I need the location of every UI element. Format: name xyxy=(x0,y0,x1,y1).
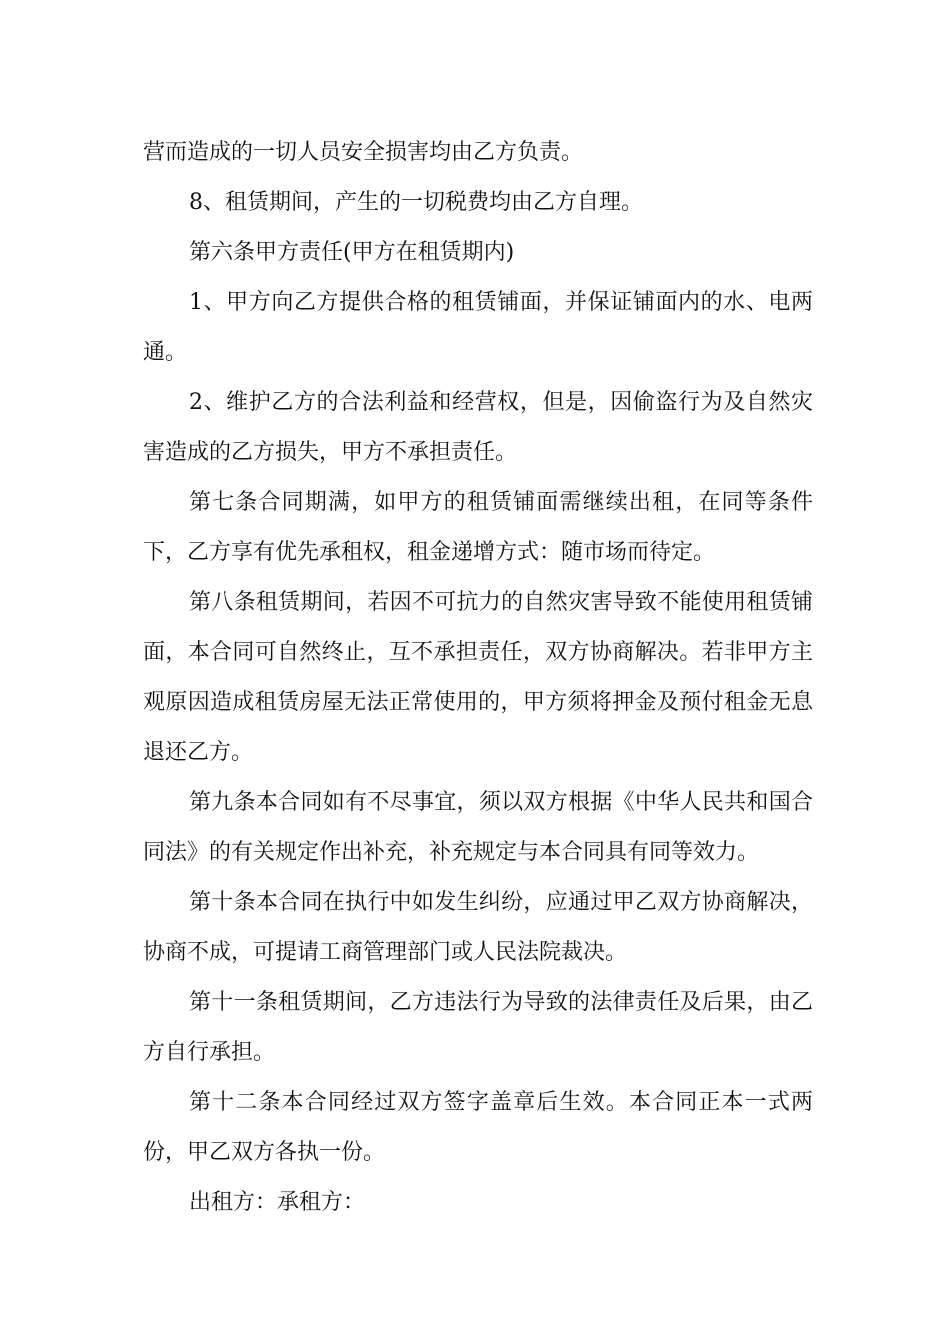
article-6-item-2: 2、维护乙方的合法利益和经营权，但是，因偷盗行为及自然灾害造成的乙方损失，甲方不承担责任。 xyxy=(143,390,813,465)
paragraph-continued: 营而造成的一切人员安全损害均由乙方负责。 xyxy=(143,140,584,165)
article-6-heading: 第六条甲方责任(甲方在租赁期内) xyxy=(189,240,515,265)
article-12: 第十二条本合同经过双方签字盖章后生效。本合同正本一式两份，甲乙双方各执一份。 xyxy=(143,1090,813,1165)
article-9: 第九条本合同如有不尽事宜，须以双方根据《中华人民共和国合同法》的有关规定作出补充，补充规定与本合同具有同等效力。 xyxy=(143,790,813,865)
contract-body xyxy=(143,128,813,1228)
article-8: 第八条租赁期间，若因不可抗力的自然灾害导致不能使用租赁铺面，本合同可自然终止，互不承担责任，双方协商解决。若非甲方主观原因造成租赁房屋无法正常使用的，甲方须将押金及预付租金无息退还乙方。 xyxy=(143,590,813,765)
article-10: 第十条本合同在执行中如发生纠纷，应通过甲乙双方协商解决，协商不成，可提请工商管理部门或人民法院裁决。 xyxy=(143,890,813,965)
article-11: 第十一条租赁期间，乙方违法行为导致的法律责任及后果，由乙方自行承担。 xyxy=(143,990,813,1065)
paragraph-tax-clause: 8、租赁期间，产生的一切税费均由乙方自理。 xyxy=(189,190,643,215)
signature-line: 出租方：承租方： xyxy=(189,1190,366,1215)
article-6-item-1: 1、甲方向乙方提供合格的租赁铺面，并保证铺面内的水、电两通。 xyxy=(143,290,813,365)
article-7: 第七条合同期满，如甲方的租赁铺面需继续出租，在同等条件下，乙方享有优先承租权，租金递增方式：随市场而待定。 xyxy=(143,490,813,565)
